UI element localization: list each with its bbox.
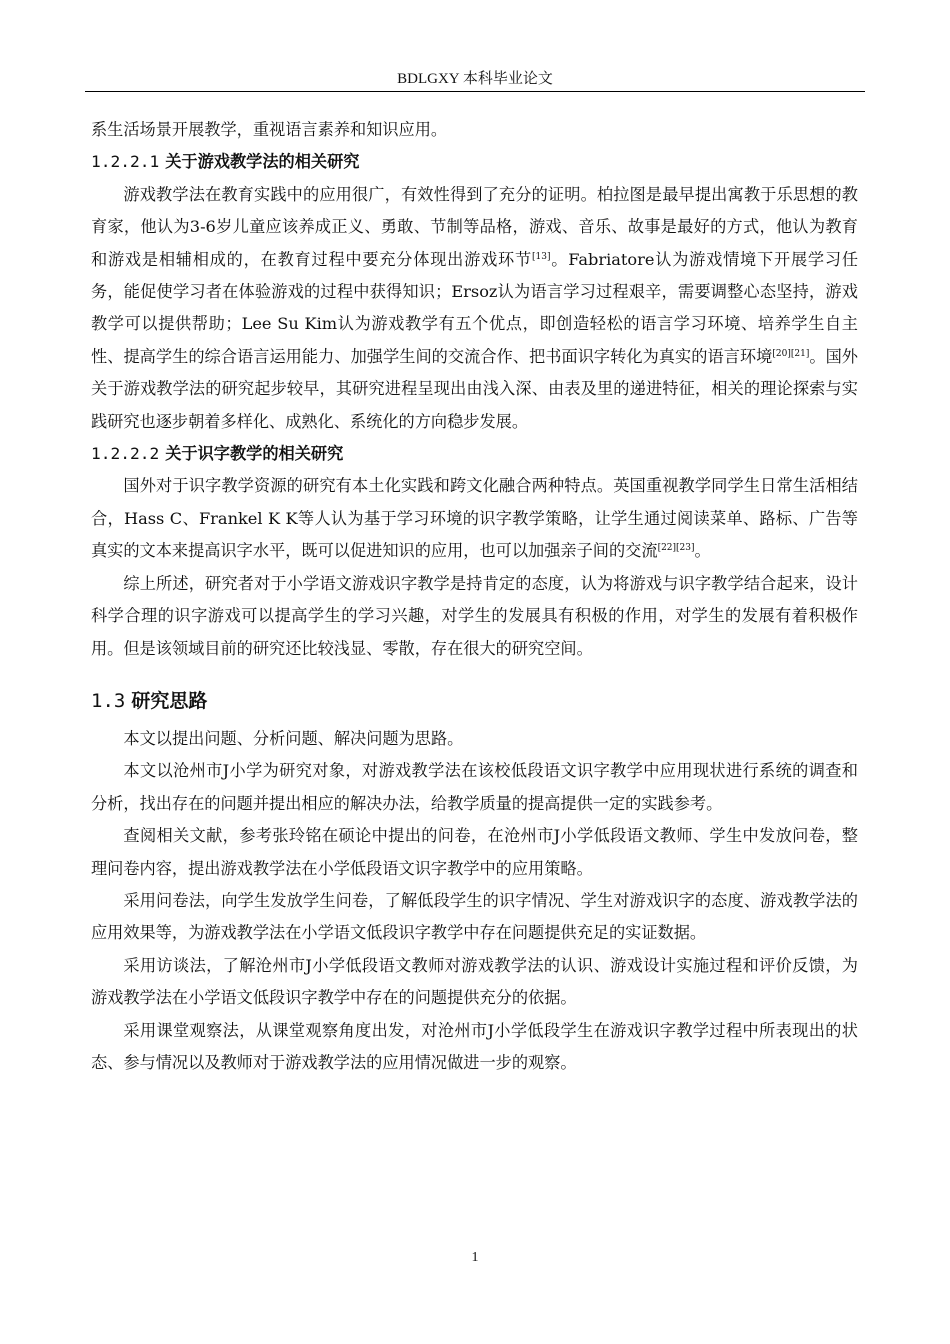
paragraph-text: 。Fabriatore认为游戏情境下开展学习任务，能促使学习者在体验游戏的过程中获得知识；Ersoz认为语言学习过程艰辛，需要调整心态坚持，游戏教学可以提供帮助；Lee Su Kim认为游戏教学有五个优点，即创造轻松的语言学习环境、培养学生自主性、提高学生的综合语言运用能力、加强学生间的交流合作、把书面识字转化为真实的语言环境	[91, 249, 859, 366]
paragraph-observation-method: 采用课堂观察法，从课堂观察角度出发，对沧州市J小学低段学生在游戏识字教学过程中所表现出的状态、参与情况以及教师对于游戏教学法的应用情况做进一步的观察。	[91, 1020, 858, 1072]
citation-ref: [22][23]	[657, 543, 695, 554]
section-number: 1.3	[91, 689, 126, 712]
section-heading-1-2-2-2	[91, 438, 858, 470]
paragraph-text: 游戏教学法在教育实践中的应用很广，有效性得到了充分的证明。柏拉图是最早提出寓教于乐思想的教育家，他认为3-6岁儿童应该养成正义、勇敢、节制等品格，游戏、音乐、故事是最好的方式，他认为教育和游戏是相辅相成的，在教育过程中要充分体现出游戏环节	[91, 184, 858, 269]
page-header: BDLGXY 本科毕业论文	[397, 71, 553, 87]
header-rule	[85, 91, 865, 92]
section-heading-1-2-2-1	[91, 146, 858, 178]
paragraph-literacy-teaching	[91, 470, 858, 567]
citation-ref: [13]	[531, 251, 551, 262]
page-body	[91, 114, 858, 1079]
citation-ref: [20][21]	[772, 348, 810, 359]
paragraph-questionnaire-method: 采用问卷法，向学生发放学生问卷，了解低段学生的识字情况、学生对游戏识字的态度、游戏教学法的应用效果等，为游戏教学法在小学语文低段识字教学中存在问题提供充足的实证数据。	[91, 890, 858, 943]
paragraph-text: 。	[694, 541, 711, 561]
section-title: 关于游戏教学法的相关研究	[165, 152, 360, 172]
section-number: 1.2.2.2	[91, 444, 160, 464]
paragraph-text: 国外对于识字教学资源的研究有本土化实践和跨文化融合两种特点。英国重视教学同学生日常生活相结合，Hass C、Frankel K K等人认为基于学习环境的识字教学策略，让学生通过阅读菜单、路标、广告等真实的文本来提高识字水平，既可以促进知识的应用，也可以加强亲子间的交流	[91, 476, 858, 561]
page-number: 1	[471, 1250, 479, 1265]
section-title: 研究思路	[131, 689, 208, 712]
section-number: 1.2.2.1	[91, 152, 160, 172]
section-heading-1-3	[91, 682, 858, 720]
paragraph-research-object: 本文以沧州市J小学为研究对象，对游戏教学法在该校低段语文识字教学中应用现状进行系统的调查和分析，找出存在的问题并提出相应的解决办法，给教学质量的提高提供一定的实践参考。	[91, 761, 858, 813]
paragraph-interview-method: 采用访谈法，了解沧州市J小学低段语文教师对游戏教学法的认识、游戏设计实施过程和评价反馈，为游戏教学法在小学语文低段识字教学中存在的问题提供充分的依据。	[91, 955, 858, 1008]
paragraph-game-teaching	[91, 179, 858, 438]
paragraph-summary: 综上所述，研究者对于小学语文游戏识字教学是持肯定的态度，认为将游戏与识字教学结合起来，设计科学合理的识字游戏可以提高学生的学习兴趣，对学生的发展具有积极的作用，对学生的发展有着积极作用。但是该领域目前的研究还比较浅显、零散，存在很大的研究空间。	[91, 573, 858, 658]
paragraph-literature-method: 查阅相关文献，参考张玲铭在硕论中提出的问卷，在沧州市J小学低段语文教师、学生中发放问卷，整理问卷内容，提出游戏教学法在小学低段语文识字教学中的应用策略。	[91, 826, 858, 878]
paragraph-continuation: 系生活场景开展教学，重视语言素养和知识应用。	[91, 120, 448, 139]
section-title: 关于识字教学的相关研究	[165, 444, 344, 464]
paragraph-approach: 本文以提出问题、分析问题、解决问题为思路。	[123, 728, 464, 748]
paragraph-text: 。国外关于游戏教学法的研究起步较早，其研究进程呈现出由浅入深、由表及里的递进特征，相关的理论探索与实践研究也逐步朝着多样化、成熟化、系统化的方向稳步发展。	[91, 346, 858, 431]
